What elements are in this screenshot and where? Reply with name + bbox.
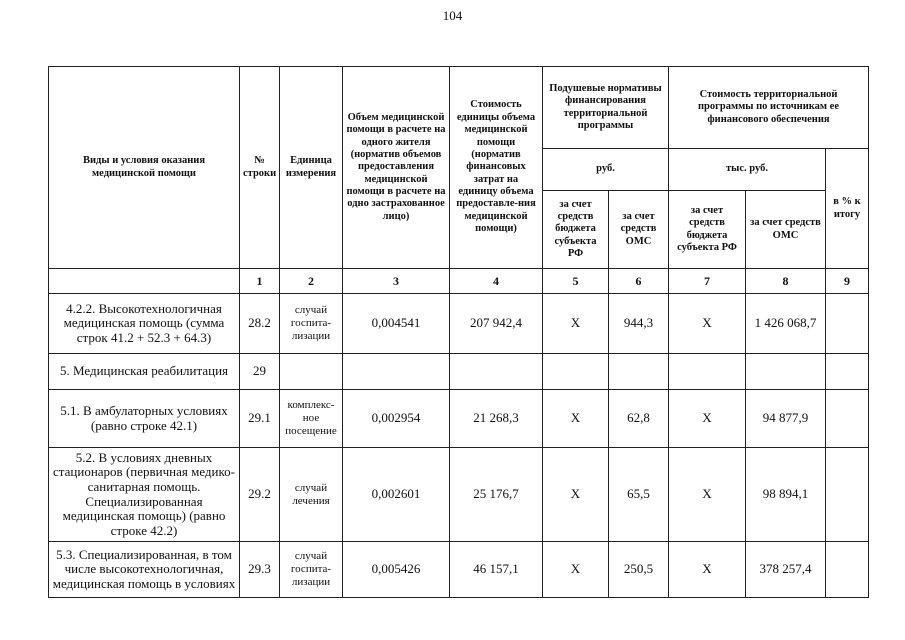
header-unit-cost: Стоимость единицы объема медицинской помощи (норматив финансовых затрат на единицу объема предоставле-ния медицинской помощи)	[450, 67, 543, 269]
row-cost: 21 268,3	[450, 390, 543, 448]
row-norm-oms	[609, 354, 669, 390]
page-number: 104	[442, 8, 463, 23]
table-header	[49, 67, 869, 294]
row-norm-budget: Х	[543, 542, 609, 598]
row-total-budget: Х	[669, 294, 746, 354]
row-total-oms: 94 877,9	[746, 390, 826, 448]
table-body	[49, 294, 869, 598]
header-total-budget: за счет средств бюджета субъекта РФ	[669, 191, 746, 269]
header-kind: Виды и условия оказания медицинской помощи	[49, 67, 240, 269]
row-name: 5.1. В амбулаторных условиях (равно строке 42.1)	[49, 390, 240, 448]
row-norm-oms: 944,3	[609, 294, 669, 354]
column-number: 9	[826, 269, 869, 294]
row-volume: 0,002601	[343, 448, 450, 542]
row-line: 29	[240, 354, 280, 390]
row-total-budget: Х	[669, 448, 746, 542]
row-name: 4.2.2. Высокотехнологичная медицинская помощь (сумма строк 41.2 + 52.3 + 64.3)	[49, 294, 240, 354]
financing-table	[48, 66, 869, 598]
row-cost	[450, 354, 543, 390]
column-number: 6	[609, 269, 669, 294]
table-row	[49, 448, 869, 542]
row-norm-budget	[543, 354, 609, 390]
row-unit	[280, 354, 343, 390]
row-line: 28.2	[240, 294, 280, 354]
header-volume: Объем медицинской помощи в расчете на одного жителя (норматив объемов предоставления медицинской помощи в расчете на одно застрахованное лицо)	[343, 67, 450, 269]
row-percent	[826, 354, 869, 390]
column-number-row	[49, 269, 869, 294]
row-total-oms: 98 894,1	[746, 448, 826, 542]
row-norm-oms: 250,5	[609, 542, 669, 598]
row-cost: 25 176,7	[450, 448, 543, 542]
column-number: 7	[669, 269, 746, 294]
row-volume: 0,005426	[343, 542, 450, 598]
row-total-budget: Х	[669, 542, 746, 598]
column-number: 3	[343, 269, 450, 294]
header-thous-rub: тыс. руб.	[669, 149, 826, 191]
row-line: 29.2	[240, 448, 280, 542]
header-unit: Единица измерения	[280, 67, 343, 269]
header-norm-oms: за счет средств ОМС	[609, 191, 669, 269]
row-percent	[826, 542, 869, 598]
row-norm-budget: Х	[543, 448, 609, 542]
column-number: 2	[280, 269, 343, 294]
row-volume	[343, 354, 450, 390]
row-norm-oms: 65,5	[609, 448, 669, 542]
column-number: 5	[543, 269, 609, 294]
table-row	[49, 294, 869, 354]
row-norm-budget: Х	[543, 294, 609, 354]
column-number: 1	[240, 269, 280, 294]
header-line-number: № строки	[240, 67, 280, 269]
row-total-oms: 378 257,4	[746, 542, 826, 598]
row-name: 5.3. Специализированная, в том числе высокотехнологичная, медицинская помощь в условиях	[49, 542, 240, 598]
column-number: 4	[450, 269, 543, 294]
row-name: 5.2. В условиях дневных стационаров (первичная медико-санитарная помощь. Специализированная медицинская помощь) (равно строке 42.2)	[49, 448, 240, 542]
row-unit: комплекс-ное посещение	[280, 390, 343, 448]
row-norm-oms: 62,8	[609, 390, 669, 448]
header-per-capita-norms: Подушевые нормативы финансирования территориальной программы	[543, 67, 669, 149]
row-unit: случай госпита-лизации	[280, 294, 343, 354]
row-unit: случай лечения	[280, 448, 343, 542]
row-norm-budget: Х	[543, 390, 609, 448]
row-total-oms	[746, 354, 826, 390]
row-total-budget	[669, 354, 746, 390]
column-number	[49, 269, 240, 294]
row-total-oms: 1 426 068,7	[746, 294, 826, 354]
header-rub: руб.	[543, 149, 669, 191]
row-volume: 0,004541	[343, 294, 450, 354]
row-total-budget: Х	[669, 390, 746, 448]
header-norm-budget: за счет средств бюджета субъекта РФ	[543, 191, 609, 269]
table-row	[49, 354, 869, 390]
row-volume: 0,002954	[343, 390, 450, 448]
table-row	[49, 542, 869, 598]
column-number: 8	[746, 269, 826, 294]
header-program-cost: Стоимость территориальной программы по источникам ее финансового обеспечения	[669, 67, 869, 149]
row-name: 5. Медицинская реабилитация	[49, 354, 240, 390]
row-percent	[826, 448, 869, 542]
row-unit: случай госпита-лизации	[280, 542, 343, 598]
header-total-oms: за счет средств ОМС	[746, 191, 826, 269]
row-cost: 46 157,1	[450, 542, 543, 598]
row-line: 29.3	[240, 542, 280, 598]
header-percent: в % к итогу	[826, 149, 869, 269]
row-cost: 207 942,4	[450, 294, 543, 354]
table-row	[49, 390, 869, 448]
row-percent	[826, 294, 869, 354]
row-line: 29.1	[240, 390, 280, 448]
row-percent	[826, 390, 869, 448]
